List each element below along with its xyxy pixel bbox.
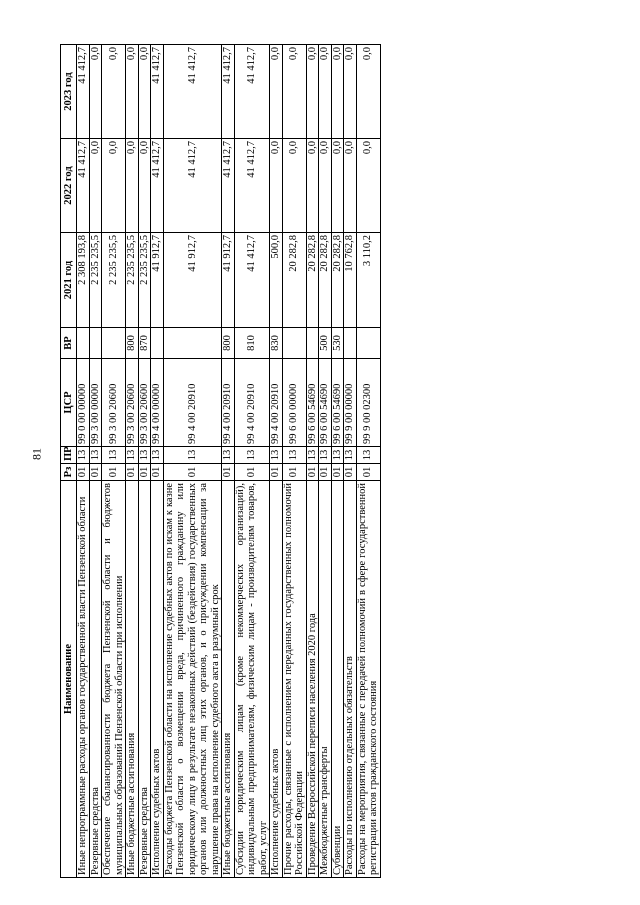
row-2023: 41 412,7 bbox=[163, 45, 222, 139]
row-pr: 13 bbox=[331, 447, 344, 464]
row-csr: 99 4 00 00000 bbox=[151, 359, 164, 447]
row-csr: 99 3 00 00000 bbox=[89, 359, 102, 447]
row-2023: 41 412,7 bbox=[77, 45, 90, 139]
row-2021: 20 282,8 bbox=[331, 233, 344, 328]
row-2022: 0,0 bbox=[102, 139, 126, 233]
header-2023: 2023 год bbox=[61, 45, 77, 139]
row-pr: 13 bbox=[163, 447, 222, 464]
row-2022: 0,0 bbox=[344, 139, 357, 233]
row-csr: 99 9 00 00000 bbox=[344, 359, 357, 447]
row-vr: 800 bbox=[222, 328, 235, 359]
row-2021: 2 235 235,5 bbox=[89, 233, 102, 328]
row-2021: 2 235 235,5 bbox=[126, 233, 139, 328]
row-2021: 2 235 235,5 bbox=[138, 233, 151, 328]
header-name: Наименование bbox=[61, 481, 77, 878]
row-2022: 41 412,7 bbox=[151, 139, 164, 233]
row-name: Резервные средства bbox=[138, 481, 151, 878]
table-row bbox=[282, 45, 306, 878]
row-rz: 01 bbox=[77, 464, 90, 481]
row-csr: 99 6 00 54690 bbox=[319, 359, 332, 447]
row-2021: 41 912,7 bbox=[222, 233, 235, 328]
row-pr: 13 bbox=[319, 447, 332, 464]
row-pr: 13 bbox=[270, 447, 283, 464]
row-2022: 0,0 bbox=[126, 139, 139, 233]
table-row bbox=[319, 45, 332, 878]
row-2022: 41 412,7 bbox=[77, 139, 90, 233]
row-2021: 41 912,7 bbox=[151, 233, 164, 328]
row-pr: 13 bbox=[77, 447, 90, 464]
row-2021: 2 308 193,8 bbox=[77, 233, 90, 328]
row-rz: 01 bbox=[138, 464, 151, 481]
row-vr bbox=[102, 328, 126, 359]
row-2023: 0,0 bbox=[306, 45, 319, 139]
row-name: Расходы бюджета Пензенской области на исполнение судебных актов по искам к казне Пензенской области о возмещении вреда, причиненного гражданину или юридическому лицу в результате незаконных действий (бездействия) государственных органов или должностных лиц этих органов, и о присуждении компенсации за нарушение права на исполнение судебного акта в разумный срок bbox=[163, 481, 222, 878]
header-2021: 2021 год bbox=[61, 233, 77, 328]
row-name: Субвенции bbox=[331, 481, 344, 878]
row-pr: 13 bbox=[356, 447, 380, 464]
row-2022: 0,0 bbox=[270, 139, 283, 233]
row-pr: 13 bbox=[138, 447, 151, 464]
row-pr: 13 bbox=[89, 447, 102, 464]
row-rz: 01 bbox=[151, 464, 164, 481]
row-rz: 01 bbox=[282, 464, 306, 481]
header-rz: Рз bbox=[61, 464, 77, 481]
row-vr bbox=[344, 328, 357, 359]
row-vr bbox=[282, 328, 306, 359]
row-2022: 0,0 bbox=[331, 139, 344, 233]
row-2021: 41 412,7 bbox=[234, 233, 270, 328]
row-csr: 99 9 00 02300 bbox=[356, 359, 380, 447]
row-csr: 99 6 00 54690 bbox=[306, 359, 319, 447]
table-container bbox=[60, 45, 606, 878]
row-2021: 20 282,8 bbox=[282, 233, 306, 328]
row-pr: 13 bbox=[151, 447, 164, 464]
row-2021: 2 235 235,5 bbox=[102, 233, 126, 328]
row-csr: 99 4 00 20910 bbox=[222, 359, 235, 447]
row-name: Иные непрограммные расходы органов государственной власти Пензенской области bbox=[77, 481, 90, 878]
table-row bbox=[102, 45, 126, 878]
row-pr: 13 bbox=[234, 447, 270, 464]
row-2023: 0,0 bbox=[270, 45, 283, 139]
row-csr: 99 3 00 20600 bbox=[126, 359, 139, 447]
row-2021: 3 110,2 bbox=[356, 233, 380, 328]
row-csr: 99 0 00 00000 bbox=[77, 359, 90, 447]
row-pr: 13 bbox=[102, 447, 126, 464]
row-2021: 20 282,8 bbox=[319, 233, 332, 328]
row-vr bbox=[306, 328, 319, 359]
row-vr bbox=[163, 328, 222, 359]
row-name: Иные бюджетные ассигнования bbox=[126, 481, 139, 878]
row-pr: 13 bbox=[126, 447, 139, 464]
row-rz: 01 bbox=[89, 464, 102, 481]
row-2021: 10 762,8 bbox=[344, 233, 357, 328]
row-2023: 41 412,7 bbox=[222, 45, 235, 139]
row-csr: 99 4 00 20910 bbox=[270, 359, 283, 447]
header-pr: ПР bbox=[61, 447, 77, 464]
table-row bbox=[151, 45, 164, 878]
row-name: Прочие расходы, связанные с исполнением переданных государственных полномочий Российской Федерации bbox=[282, 481, 306, 878]
row-csr: 99 3 00 20600 bbox=[102, 359, 126, 447]
table-header-row bbox=[61, 45, 77, 878]
table-row bbox=[126, 45, 139, 878]
row-2022: 0,0 bbox=[138, 139, 151, 233]
row-rz: 01 bbox=[356, 464, 380, 481]
rotated-table-area bbox=[60, 45, 606, 878]
row-2022: 0,0 bbox=[89, 139, 102, 233]
row-2021: 500,0 bbox=[270, 233, 283, 328]
row-name: Субсидии юридическим лицам (кроме некоммерческих организаций), индивидуальным предпринимателям, физическим лицам - производителям товаров, работ, услуг bbox=[234, 481, 270, 878]
row-2023: 0,0 bbox=[89, 45, 102, 139]
row-vr bbox=[151, 328, 164, 359]
row-rz: 01 bbox=[126, 464, 139, 481]
row-rz: 01 bbox=[331, 464, 344, 481]
row-rz: 01 bbox=[102, 464, 126, 481]
row-2021: 41 912,7 bbox=[163, 233, 222, 328]
row-csr: 99 4 00 20910 bbox=[163, 359, 222, 447]
row-vr: 810 bbox=[234, 328, 270, 359]
table-row bbox=[163, 45, 222, 878]
budget-table bbox=[60, 44, 381, 878]
row-2022: 0,0 bbox=[319, 139, 332, 233]
row-csr: 99 3 00 20600 bbox=[138, 359, 151, 447]
row-2023: 41 412,7 bbox=[234, 45, 270, 139]
table-row bbox=[344, 45, 357, 878]
row-pr: 13 bbox=[306, 447, 319, 464]
row-vr bbox=[356, 328, 380, 359]
table-row bbox=[270, 45, 283, 878]
row-2022: 41 412,7 bbox=[234, 139, 270, 233]
row-rz: 01 bbox=[270, 464, 283, 481]
row-vr: 800 bbox=[126, 328, 139, 359]
row-2022: 41 412,7 bbox=[222, 139, 235, 233]
row-2023: 0,0 bbox=[282, 45, 306, 139]
row-2023: 41 412,7 bbox=[151, 45, 164, 139]
table-row bbox=[138, 45, 151, 878]
row-2023: 0,0 bbox=[126, 45, 139, 139]
table-row bbox=[306, 45, 319, 878]
row-rz: 01 bbox=[163, 464, 222, 481]
row-name: Расходы по исполнению отдельных обязательств bbox=[344, 481, 357, 878]
row-name: Расходы на мероприятия, связанные с передачей полномочий в сфере государственной регистрации актов гражданского состояния bbox=[356, 481, 380, 878]
row-name: Исполнение судебных актов bbox=[151, 481, 164, 878]
row-2023: 0,0 bbox=[344, 45, 357, 139]
row-name: Исполнение судебных актов bbox=[270, 481, 283, 878]
row-name: Межбюджетные трансферты bbox=[319, 481, 332, 878]
row-name: Проведение Всероссийской переписи населения 2020 года bbox=[306, 481, 319, 878]
row-rz: 01 bbox=[344, 464, 357, 481]
header-2022: 2022 год bbox=[61, 139, 77, 233]
row-csr: 99 6 00 54690 bbox=[331, 359, 344, 447]
table-row bbox=[77, 45, 90, 878]
table-row bbox=[356, 45, 380, 878]
row-2023: 0,0 bbox=[102, 45, 126, 139]
page-number: 81 bbox=[29, 448, 44, 460]
row-pr: 13 bbox=[222, 447, 235, 464]
table-row bbox=[222, 45, 235, 878]
row-vr: 830 bbox=[270, 328, 283, 359]
table-row bbox=[331, 45, 344, 878]
row-vr: 500 bbox=[319, 328, 332, 359]
row-pr: 13 bbox=[344, 447, 357, 464]
header-csr: ЦСР bbox=[61, 359, 77, 447]
row-rz: 01 bbox=[222, 464, 235, 481]
row-name: Обеспечение сбалансированности бюджета Пензенской области и бюджетов муниципальных образований Пензенской области при исполнении bbox=[102, 481, 126, 878]
row-2021: 20 282,8 bbox=[306, 233, 319, 328]
row-2022: 0,0 bbox=[356, 139, 380, 233]
row-2023: 0,0 bbox=[356, 45, 380, 139]
row-name: Резервные средства bbox=[89, 481, 102, 878]
row-rz: 01 bbox=[306, 464, 319, 481]
row-vr: 870 bbox=[138, 328, 151, 359]
row-2023: 0,0 bbox=[319, 45, 332, 139]
row-vr bbox=[89, 328, 102, 359]
row-2022: 41 412,7 bbox=[163, 139, 222, 233]
table-row bbox=[234, 45, 270, 878]
row-vr: 530 bbox=[331, 328, 344, 359]
header-vr: ВР bbox=[61, 328, 77, 359]
row-vr bbox=[77, 328, 90, 359]
row-csr: 99 6 00 00000 bbox=[282, 359, 306, 447]
row-rz: 01 bbox=[234, 464, 270, 481]
row-2023: 0,0 bbox=[331, 45, 344, 139]
table-row bbox=[89, 45, 102, 878]
row-csr: 99 4 00 20910 bbox=[234, 359, 270, 447]
row-rz: 01 bbox=[319, 464, 332, 481]
row-2022: 0,0 bbox=[282, 139, 306, 233]
row-pr: 13 bbox=[282, 447, 306, 464]
row-2022: 0,0 bbox=[306, 139, 319, 233]
row-name: Иные бюджетные ассигнования bbox=[222, 481, 235, 878]
row-2023: 0,0 bbox=[138, 45, 151, 139]
